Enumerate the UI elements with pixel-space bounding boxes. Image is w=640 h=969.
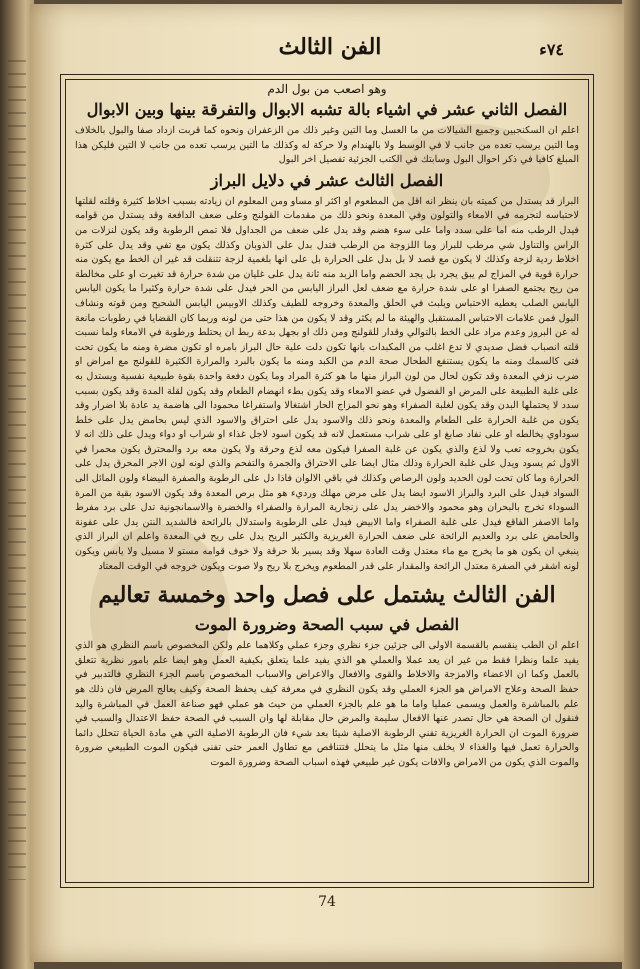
left-page-edge [0,0,34,969]
chapter-paragraph: اعلم ان الطب ينقسم بالقسمة الاولى الى جزئين جزء نظري وجزء عملي وكلاهما علم ولكن المخصوص باسم النظري هو الذي يفيد علما ونظرا فقط من غير ان يعد عملا والعملي هو الذي يفيد علما يتعلق بكيفية العمل وهو ايضا علم بامور نظرية تتعلق بالعمل وكما ان الاعضاء والامزجة والاخلاط والقوى والافعال والاعراض والاسباب المخصوص باسم الجزء النظري فالتدبير في حفظ الصحة وعلاج الامراض هو الجزء العملي وقد يكون النظري في معرفة كيف يحفظ الصحة وكيف يعالج المرض فان ذلك هو علم بالمباشرة والعمل ويسمى عمليا واما ما هو علم بالجزء العملي من حيث هو عملي فهو صناعة العمل في المباشرة واليد فنقول ان الصحة هي حال تصدر عنها الافعال سليمة والمرض حال مقابلة لها وان السبب في الصحة حفظ الاعتدال والسبب في ضرورة الموت ان الحرارة الغريزية تفني الرطوبة الاصلية شيئا بعد شيء فان الرطوبة الاصلية التي هي مادة الحياة تتحلل دائما والحرارة تعمل فيها والغذاء لا يخلف منها مثل ما يتحلل فتتناقص مع تطاول العمر حتى تفنى فيكون الموت الطبيعي ضرورة والموت الذي يكون من الامراض والافات يكون غير طبيعي فهذه اسباب الصحة وضرورة الموت [75,640,579,768]
left-page-text-lines [8,60,26,880]
section-heading-12: الفصل الثاني عشر في اشياء بالة تشبه الابوال والتفرقة بينها وبين الابوال [86,100,568,119]
page-number-top: ٧٤ء [539,40,564,59]
page-content [75,81,579,881]
manuscript-page [30,4,624,962]
part-heading: الفن الثالث يشتمل على فصل واحد وخمسة تعاليم [98,582,556,609]
page-number-bottom: 74 [318,894,336,910]
right-page-edge [622,0,640,969]
chapter-heading: الفصل في سبب الصحة وضرورة الموت [194,615,460,635]
sub-note: وهو اصعب من بول الدم [267,82,387,96]
text-frame [60,74,594,888]
page-header [80,26,580,66]
section-paragraph-12: اعلم ان السكنجبين وجميع الشيالات من ما العسل وما التين وغير ذلك من الزعفران ونحوه كما قربت ازداد صفا والبول بالخلاف وما التين يرسب تعده من جانب لا في الوسط ولا بالهندام ولا حركة له وكذلك ما التين يرسب تعده من جانب لا التين فليكن هذا المبلغ كافيا في ذكر احوال البول وسابتك في الكتب الجزئية تفصيل اخر البول [75,125,579,166]
running-title: الفن الثالث [278,34,382,60]
section-heading-13: الفصل الثالث عشر في دلايل البراز [210,170,444,190]
section-paragraph-13: البراز قد يستدل من كميته بان ينظر انه اقل من المطعوم او اكثر او مساو ومن المعلوم ان زيادته بسبب اخلاط كثيرة وقلته لقلتها لاحتباسه لتجرمه في الامعاء والتولون وفي المعدة ونحو ذلك من مقدمات القولنج وعلى ضعف الدافعة وقد يستدل من قوامه فيدل الرطب منه اما على سدد واما على سوء هضم وقد يدل على ضعف من الجداول فلا تمص الرطوبة وقد يكون لنزلات من الراس والتناول شي مرطب للبراز وما اللزوجة من الرطب فتدل بدل على الذوبان وكذلك يكون مع تفي وقد يدل على كثرة اخلاط ردية لزجة وكذلك لا يكون مع قصد لا بل بدل على الحرارة بل على انها بلغمية لزجة تتنقلت قد غير ان الخط مع يكون منه حرارة قوية في المزاج لم يبق يجرد بل يجد الحضم واما الزبد منه ثانة يدل على غليان من شدة حرارة قد تغيرت او على مخالطة من ريح يجتمع الصفرا او على شدة حرارة مع ضعف لعل البراز اليابس من الحر فيدل على شدة حرارة وكثيرا ما يكون اليابس اليابس الصلب يعطيه الاحتباس ويلبث في الحلق والمعدة وخروجه للطيف وكذلك الاوبيس اليابس الشحيح ومن قوته ونشاف البول فمن علامات الاحتباس المستقبل والهيئة ما لم يكثر وقد لا يكون من هذا حتى من لونه وربما كان القضايا في رطوبات مانعة له عن البروز وعدم مراد على الخط بالتوالي وقدار للقولنج ومن ذلك او بجهل بدعة ربط ان يحتلط ورطوبة في الامعاء ولما نسبت قلته انصباب فضل صديدي لا تدع اغلب من المكبدات بانها تكون دلت علية حال البراز بامره او تكون مضرة ومنه ما يكون تحت فتى كالسمك ومنه ما يكون يستنفع الطحال صحة الدم من الكبد ومنه ما يكون بالبرد والمرارة الكثيرة للقولنج مع امراض او ضرب نزفي المعدة وقد تكون لحال من لون البراز منها ما هو كثرة المراد وما يكون دفعة واحدة بقوة طبيعية نفسية ويستدل به على غلبة الطبيعة على المرض او الفضول في عضو الامعاء وقد يكون بطء انهضام الطعام وقد يكون لقلة المدة وقد يكون بسبب سدد لا يحتملها البدن وقد يكون لغلبة الصفراء وهو نحو المزاج الحار اشتغالا واستفراغا محمودا الى هاضمة يد عادة بلا اضرار وقد يكون من غلبة الحرارة على الطعام والمعدة ونحو ذلك والاسود يدل على احتراق والاسود الذي ليس بحامض يدل على خلط سوداوي يخالطه او على نفاد صابغ او على شراب مستعمل لانه قد يكون اسود لاجل غذاء او شراب او دواء ويدل على ذلك انه لا يكون بخروجه تعب ولا لذع والذي يكون عن غلبة الصفرا فيكون معه لذع وحرقة ولا يكون معه برد والمحترق يكون محمرا في الاول ثم يسود ويدل على غلبة الحرارة وذلك مثال ايضا على الاحتراق والجمرة والتفحم والذي لونه لون الاجر المحرق يدل على الحرارة وما كان تحت لون الحديد ولون الرصاص وكذلك في باقي الالوان فاذا دل على الرطوبة والصفرة البيضاء ولون المائل الى السواد فيدل على البرد والبراز الاسود ايضا يدل على مرض مهلك ورديء هو مثل برص المعدة وقد يكون الاسود بقية من المرة السوداء تخرج بالبحران وهو محمود والاخضر يدل على زنجارية المرارة والصفراء والخضرة والاسمانجونية تدل على برد مفرط واما الاصفر الفاقع فيدل على غلبة الصفراء واما الابيض فيدل على الرطوبة واستدلال بالرائحة فالشديد النتن يدل على عفونة والحامض على برد والعديم الرائحة على ضعف الحرارة الغريزية والكثير الريح يدل على ريح في المعدة واعلم ان البراز الذي ينبغي ان يكون هو ما يخرج مع ماء معتدل وقت العادة سهلا وقد يسير بلا حرقة ولا خوف قوامه مستو لا مسيل ولا يابس ويكون لونه اشقر في الصفرة معتدل الرائحة والمقدار على قدر المطعوم ويخرج بلا ريح ولا صوت ويكون خروجه في الوقت المعتاد [75,195,579,572]
